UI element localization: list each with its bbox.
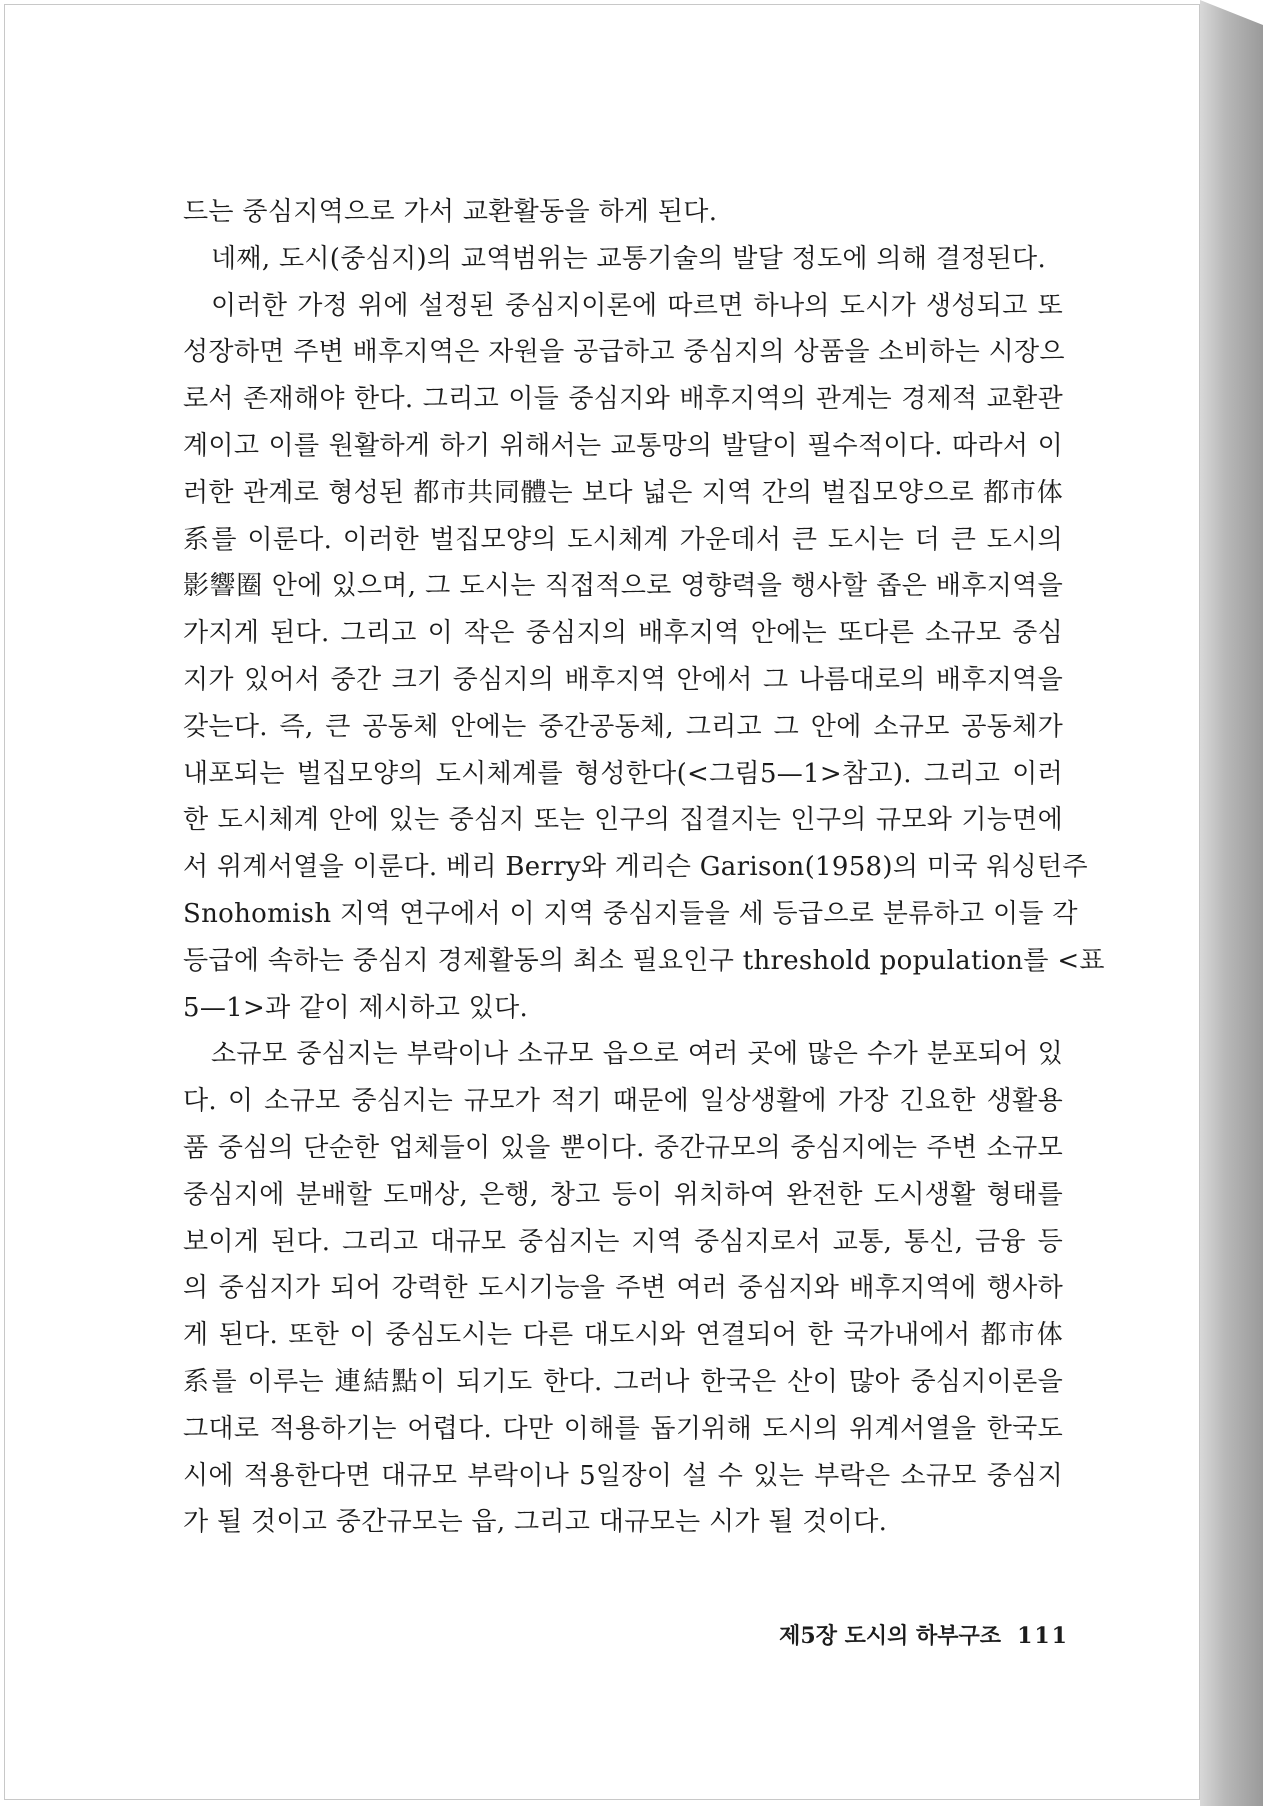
text-line: 5—1>과 같이 제시하고 있다. xyxy=(183,992,529,1023)
text-line: 서 위계서열을 이룬다. 베리 Berry와 게리슨 Garison(1958)의 미국 워싱턴주 xyxy=(183,852,1088,883)
text-line: 드는 중심지역으로 가서 교환활동을 하게 된다. xyxy=(183,197,718,227)
text-line: 그대로 적용하기는 어렵다. 다만 이해를 돕기위해 도시의 위계서열을 한국도 xyxy=(183,1413,1063,1444)
text-line: 러한 관계로 형성된 都市共同體는 보다 넓은 지역 간의 벌집모양으로 都市体 xyxy=(183,477,1063,508)
text-line: 품 중심의 단순한 업체들이 있을 뿐이다. 중간규모의 중심지에는 주변 소규모 xyxy=(183,1132,1063,1163)
text-line: 계이고 이를 원활하게 하기 위해서는 교통망의 발달이 필수적이다. 따라서 이 xyxy=(183,430,1063,461)
text-line: 성장하면 주변 배후지역은 자원을 공급하고 중심지의 상품을 소비하는 시장으 xyxy=(183,337,1065,368)
page-number: 111 xyxy=(1017,1623,1069,1649)
text-line: 가 될 것이고 중간규모는 읍, 그리고 대규모는 시가 될 것이다. xyxy=(183,1507,888,1538)
text-line: 등급에 속하는 중심지 경제활동의 최소 필요인구 threshold population를 <표 xyxy=(183,945,1105,976)
text-line: 보이게 된다. 그리고 대규모 중심지는 지역 중심지로서 교통, 통신, 금융 등 xyxy=(183,1226,1063,1257)
text-line: 중심지에 분배할 도매상, 은행, 창고 등이 위치하여 완전한 도시생활 형태를 xyxy=(183,1179,1063,1210)
running-footer xyxy=(769,1619,1069,1650)
text-line: 갖는다. 즉, 큰 공동체 안에는 중간공동체, 그리고 그 안에 소규모 공동체가 xyxy=(183,711,1063,742)
text-line: 게 된다. 또한 이 중심도시는 다른 대도시와 연결되어 한 국가내에서 都市体 xyxy=(183,1320,1063,1351)
text-line: 지가 있어서 중간 크기 중심지의 배후지역 안에서 그 나름대로의 배후지역을 xyxy=(183,664,1063,695)
text-line: 로서 존재해야 한다. 그리고 이들 중심지와 배후지역의 관계는 경제적 교환관 xyxy=(183,384,1063,415)
body-text xyxy=(183,189,1105,1546)
text-line: 소규모 중심지는 부락이나 소규모 읍으로 여러 곳에 많은 수가 분포되어 있 xyxy=(211,1039,1063,1070)
text-line: 한 도시체계 안에 있는 중심지 또는 인구의 집결지는 인구의 규모와 기능면에 xyxy=(183,805,1063,836)
text-line: Snohomish 지역 연구에서 이 지역 중심지들을 세 등급으로 분류하고 이들 각 xyxy=(183,898,1078,929)
page-edge-shadow xyxy=(1200,0,1263,1806)
text-line: 네째, 도시(중심지)의 교역범위는 교통기술의 발달 정도에 의해 결정된다. xyxy=(211,243,1047,274)
text-line: 가지게 된다. 그리고 이 작은 중심지의 배후지역 안에는 또다른 소규모 중심 xyxy=(183,618,1063,649)
text-line: 다. 이 소규모 중심지는 규모가 적기 때문에 일상생활에 가장 긴요한 생활용 xyxy=(183,1086,1063,1117)
text-line: 이러한 가정 위에 설정된 중심지이론에 따르면 하나의 도시가 생성되고 또 xyxy=(211,290,1063,321)
text-line: 系를 이루는 連結點이 되기도 한다. 그러나 한국은 산이 많아 중심지이론을 xyxy=(183,1366,1063,1397)
text-line: 影響圈 안에 있으며, 그 도시는 직접적으로 영향력을 행사할 좁은 배후지역을 xyxy=(183,571,1063,602)
book-page xyxy=(4,4,1200,1800)
text-line: 시에 적용한다면 대규모 부락이나 5일장이 설 수 있는 부락은 소규모 중심지 xyxy=(183,1460,1063,1491)
text-line: 系를 이룬다. 이러한 벌집모양의 도시체계 가운데서 큰 도시는 더 큰 도시의 xyxy=(183,524,1063,555)
text-line: 내포되는 벌집모양의 도시체계를 형성한다(<그림5—1>참고). 그리고 이러 xyxy=(183,758,1063,789)
chapter-title: 제5장 도시의 하부구조 xyxy=(779,1623,1002,1649)
text-line: 의 중심지가 되어 강력한 도시기능을 주변 여러 중심지와 배후지역에 행사하 xyxy=(183,1273,1063,1304)
